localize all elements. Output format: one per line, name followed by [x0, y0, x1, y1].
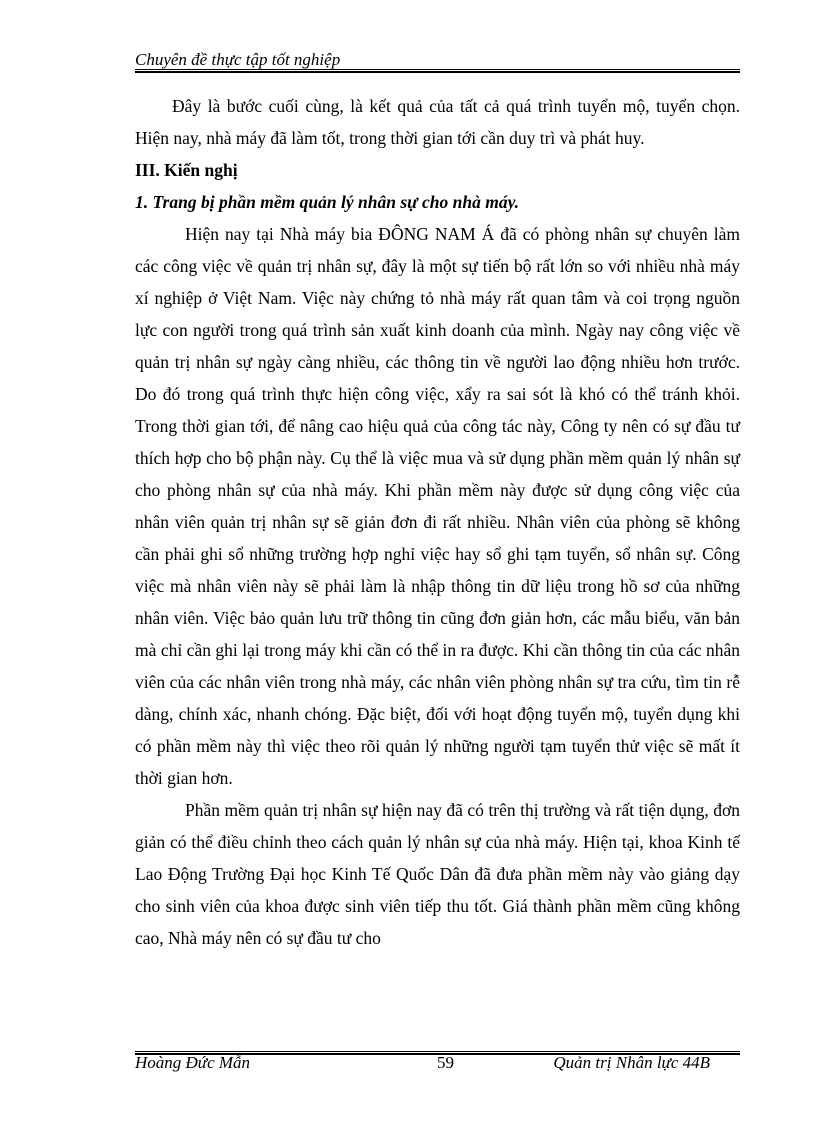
page-number: 59	[437, 1053, 454, 1072]
body-paragraph-2: Phần mềm quản trị nhân sự hiện nay đã có trên thị trường và rất tiện dụng, đơn giản có thể điều chỉnh theo cách quản lý nhân sự của nhà máy. Hiện tại, khoa Kinh tế Lao Động Trường Đại học Kinh Tế Quốc Dân đã đưa phần mềm này vào giảng dạy cho sinh viên của khoa được sinh viên tiếp thu tốt. Giá thành phần mềm cũng không cao, Nhà máy nên có sự đầu tư cho	[135, 800, 740, 948]
footer-author: Hoàng Đức Mẫn	[135, 1053, 251, 1072]
subsection-heading: 1. Trang bị phần mềm quản lý nhân sự cho nhà máy.	[135, 192, 520, 212]
page-footer	[135, 1053, 740, 1077]
body-paragraph-1: Hiện nay tại Nhà máy bia ĐÔNG NAM Á đã có phòng nhân sự chuyên làm các công việc về quản trị nhân sự, đây là một sự tiến bộ rất lớn so với nhiều nhà máy xí nghiệp ở Việt Nam. Việc này chứng tỏ nhà máy rất quan tâm và coi trọng nguồn lực con người trong quá trình sản xuất kinh doanh của mình. Ngày nay công việc về quản trị nhân sự ngày càng nhiều, các thông tin về người lao động nhiều hơn trước. Do đó trong quá trình thực hiện công việc, xẩy ra sai sót là khó có thể tránh khỏi. Trong thời gian tới, để nâng cao hiệu quả của công tác này, Công ty nên có sự đầu tư thích hợp cho bộ phận này. Cụ thể là việc mua và sử dụng phần mềm quản lý nhân sự cho phòng nhân sự của nhà máy. Khi phần mềm này được sử dụng công việc của nhân viên quản trị nhân sự sẽ giản đơn đi rất nhiều. Nhân viên của phòng sẽ không cần phải ghi sổ những trường hợp nghỉ việc hay sổ ghi tạm tuyển, sổ nhân sự. Công việc mà nhân viên này sẽ phải làm là nhập thông tin dữ liệu trong hồ sơ của những nhân viên. Việc bảo quản lưu trữ thông tin cũng đơn giản hơn, các mẫu biểu, văn bản mà chỉ cần ghi lại trong máy khi cần có thể in ra được. Khi cần thông tin của các nhân viên của các nhân viên trong nhà máy, các nhân viên phòng nhân sự tra cứu, tìm tin rễ dàng, chính xác, nhanh chóng. Đặc biệt, đối với hoạt động tuyển mộ, tuyển dụng khi có phần mềm này thì việc theo rõi quản lý những người tạm tuyển thử việc sẽ mất ít thời gian hơn.	[135, 224, 740, 788]
intro-paragraph: Đây là bước cuối cùng, là kết quả của tất cả quá trình tuyển mộ, tuyển chọn. Hiện nay, nhà máy đã làm tốt, trong thời gian tới cần duy trì và phát huy.	[135, 96, 740, 148]
document-body	[135, 90, 740, 954]
section-heading: III. Kiến nghị	[135, 160, 238, 180]
footer-course: Quản trị Nhân lực 44B	[553, 1053, 710, 1072]
running-header-title: Chuyên đề thực tập tốt nghiệp	[135, 50, 341, 69]
header-rule	[135, 69, 740, 73]
